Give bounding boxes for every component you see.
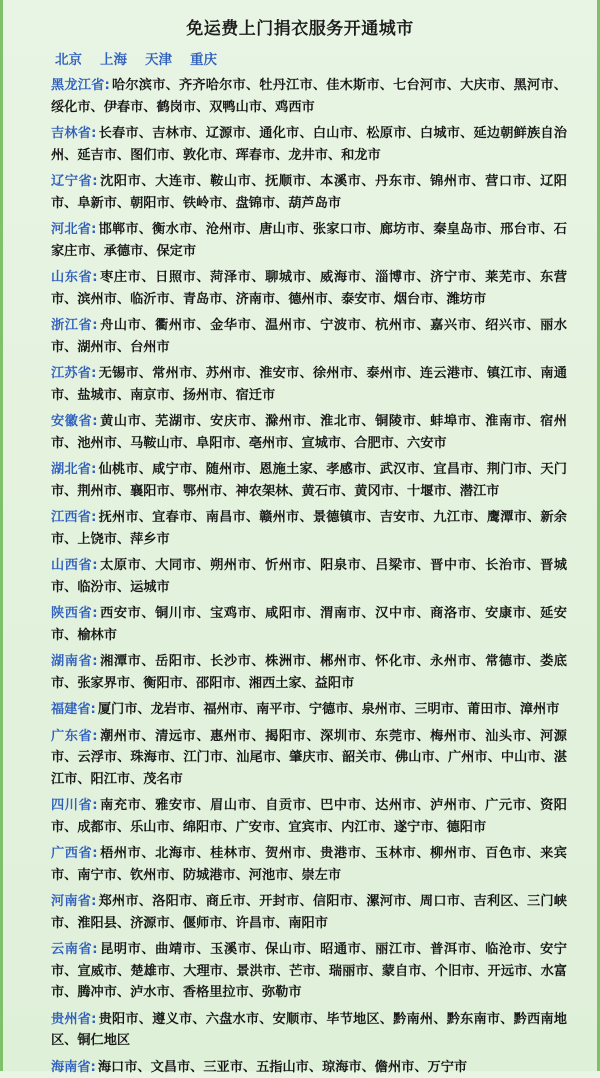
province-cities: 湘潭市、岳阳市、长沙市、株洲市、郴州市、怀化市、永州市、常德市、娄底市、张家界市、衡阳市、邵阳市、湘西土家、益阳市 bbox=[51, 654, 567, 691]
province-cities: 沈阳市、大连市、鞍山市、抚顺市、本溪市、丹东市、锦州市、营口市、辽阳市、阜新市、朝阳市、铁岭市、盘锦市、葫芦岛市 bbox=[51, 174, 567, 211]
province-block bbox=[51, 1009, 567, 1052]
province-block bbox=[51, 363, 567, 406]
province-cities: 舟山市、衢州市、金华市、温州市、宁波市、杭州市、嘉兴市、绍兴市、丽水市、湖州市、台州市 bbox=[51, 318, 567, 355]
province-name: 黑龙江省: bbox=[51, 78, 110, 93]
province-cities: 哈尔滨市、齐齐哈尔市、牡丹江市、佳木斯市、七台河市、大庆市、黑河市、绥化市、伊春市、鹤岗市、双鸭山市、鸡西市 bbox=[51, 78, 567, 115]
province-name: 海南省: bbox=[51, 1060, 96, 1075]
province-cities: 枣庄市、日照市、菏泽市、聊城市、威海市、淄博市、济宁市、莱芜市、东营市、滨州市、临沂市、青岛市、济南市、德州市、泰安市、烟台市、潍坊市 bbox=[51, 270, 567, 307]
province-block bbox=[51, 555, 567, 598]
province-block bbox=[51, 219, 567, 262]
province-block bbox=[51, 726, 567, 791]
province-name: 湖南省: bbox=[51, 654, 98, 669]
province-name: 云南省: bbox=[51, 942, 98, 957]
province-cities: 黄山市、芜湖市、安庆市、滁州市、淮北市、铜陵市、蚌埠市、淮南市、宿州市、池州市、马鞍山市、阜阳市、亳州市、宣城市、合肥市、六安市 bbox=[51, 414, 567, 451]
province-name: 江西省: bbox=[51, 510, 96, 525]
page-title: 免运费上门捐衣服务开通城市 bbox=[3, 0, 597, 47]
province-name: 山东省: bbox=[51, 270, 98, 285]
municipality-tianjin: 天津 bbox=[145, 52, 172, 68]
province-cities: 仙桃市、咸宁市、随州市、恩施土家、孝感市、武汉市、宜昌市、荆门市、天门市、荆州市、襄阳市、鄂州市、神农架林、黄石市、黄冈市、十堰市、潜江市 bbox=[51, 462, 567, 499]
province-cities: 无锡市、常州市、苏州市、淮安市、徐州市、泰州市、连云港市、镇江市、南通市、盐城市、南京市、扬州市、宿迁市 bbox=[51, 366, 567, 403]
province-cities: 长春市、吉林市、辽源市、通化市、白山市、松原市、白城市、延边朝鲜族自治州、延吉市、图们市、敦化市、珲春市、龙井市、和龙市 bbox=[51, 126, 567, 163]
province-block bbox=[51, 315, 567, 358]
province-block bbox=[51, 1057, 567, 1078]
province-cities: 昆明市、曲靖市、玉溪市、保山市、昭通市、丽江市、普洱市、临沧市、安宁市、宣威市、楚雄市、大理市、景洪市、芒市、瑞丽市、蒙自市、个旧市、开远市、水富市、腾冲市、泸水市、香格里拉市、弥勒市 bbox=[51, 942, 567, 1000]
city-list bbox=[3, 47, 597, 1078]
province-cities: 贵阳市、遵义市、六盘水市、安顺市、毕节地区、黔南州、黔东南市、黔西南地区、铜仁地区 bbox=[51, 1012, 567, 1049]
province-block bbox=[51, 411, 567, 454]
province-block bbox=[51, 507, 567, 550]
province-cities: 邯郸市、衡水市、沧州市、唐山市、张家口市、廊坊市、秦皇岛市、邢台市、石家庄市、承德市、保定市 bbox=[51, 222, 567, 259]
province-name: 四川省: bbox=[51, 798, 98, 813]
province-name: 浙江省: bbox=[51, 318, 98, 333]
province-cities: 海口市、文昌市、三亚市、五指山市、琼海市、儋州市、万宁市 bbox=[98, 1060, 467, 1075]
province-block bbox=[51, 939, 567, 1004]
municipality-chongqing: 重庆 bbox=[190, 52, 217, 68]
province-name: 江苏省: bbox=[51, 366, 96, 381]
province-block bbox=[51, 75, 567, 118]
municipality-row bbox=[51, 47, 567, 73]
province-cities: 西安市、铜川市、宝鸡市、咸阳市、渭南市、汉中市、商洛市、安康市、延安市、榆林市 bbox=[51, 606, 567, 643]
province-block bbox=[51, 267, 567, 310]
province-cities: 抚州市、宜春市、南昌市、赣州市、景德镇市、吉安市、九江市、鹰潭市、新余市、上饶市、萍乡市 bbox=[51, 510, 567, 547]
province-name: 福建省: bbox=[51, 702, 96, 717]
province-cities: 梧州市、北海市、桂林市、贺州市、贵港市、玉林市、柳州市、百色市、来宾市、南宁市、钦州市、防城港市、河池市、崇左市 bbox=[51, 846, 567, 883]
province-block bbox=[51, 795, 567, 838]
province-name: 广东省: bbox=[51, 729, 98, 744]
province-name: 湖北省: bbox=[51, 462, 96, 477]
province-block bbox=[51, 843, 567, 886]
province-name: 河南省: bbox=[51, 894, 96, 909]
province-cities: 南充市、雅安市、眉山市、自贡市、巴中市、达州市、泸州市、广元市、资阳市、成都市、乐山市、绵阳市、广安市、宜宾市、内江市、遂宁市、德阳市 bbox=[51, 798, 567, 835]
province-name: 吉林省: bbox=[51, 126, 96, 141]
municipality-shanghai: 上海 bbox=[100, 52, 127, 68]
province-cities: 郑州市、洛阳市、商丘市、开封市、信阳市、漯河市、周口市、吉利区、三门峡市、淮阳县、济源市、偃师市、许昌市、南阳市 bbox=[51, 894, 567, 931]
province-block bbox=[51, 651, 567, 694]
province-block bbox=[51, 459, 567, 502]
province-cities: 潮州市、清远市、惠州市、揭阳市、深圳市、东莞市、梅州市、汕头市、河源市、云浮市、珠海市、江门市、汕尾市、肇庆市、韶关市、佛山市、广州市、中山市、湛江市、阳江市、茂名市 bbox=[51, 729, 567, 787]
province-name: 广西省: bbox=[51, 846, 98, 861]
province-name: 贵州省: bbox=[51, 1012, 96, 1027]
province-cities: 太原市、大同市、朔州市、忻州市、阳泉市、吕梁市、晋中市、长治市、晋城市、临汾市、运城市 bbox=[51, 558, 567, 595]
province-block bbox=[51, 123, 567, 166]
province-block bbox=[51, 171, 567, 214]
province-block bbox=[51, 603, 567, 646]
province-name: 辽宁省: bbox=[51, 174, 98, 189]
municipality-beijing: 北京 bbox=[55, 52, 82, 68]
province-block bbox=[51, 699, 567, 721]
province-name: 安徽省: bbox=[51, 414, 98, 429]
province-name: 山西省: bbox=[51, 558, 98, 573]
province-name: 河北省: bbox=[51, 222, 96, 237]
province-name: 陕西省: bbox=[51, 606, 98, 621]
province-block bbox=[51, 891, 567, 934]
province-cities: 厦门市、龙岩市、福州市、南平市、宁德市、泉州市、三明市、莆田市、漳州市 bbox=[98, 702, 560, 717]
